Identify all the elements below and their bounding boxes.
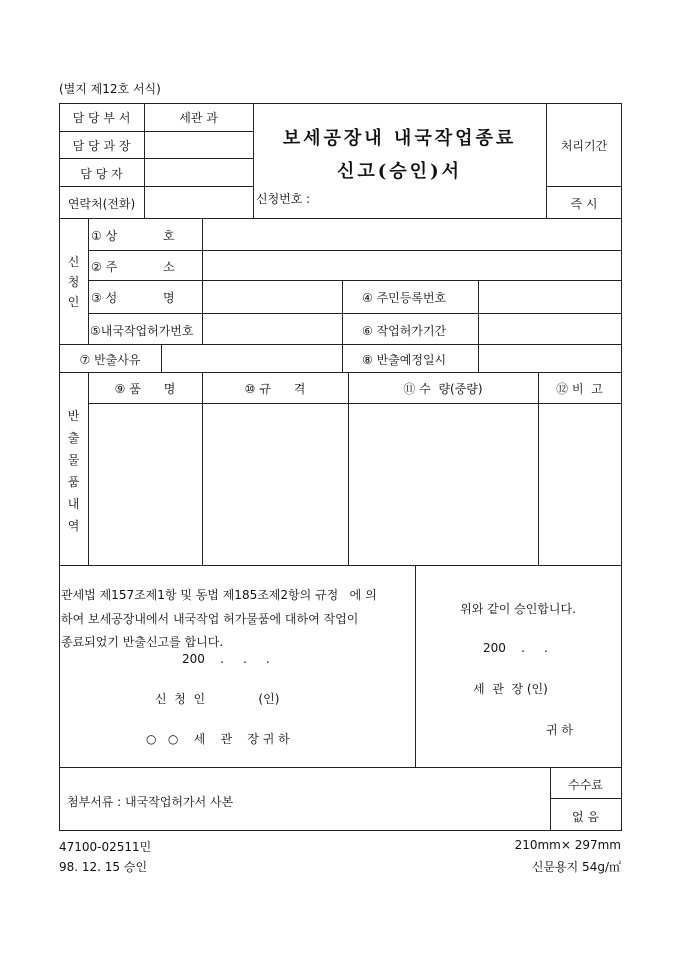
applicant-section-label: 신 청 인	[67, 255, 80, 309]
paper-size: 210mm× 297mm	[514, 838, 621, 852]
table-rule	[59, 218, 622, 219]
table-rule	[621, 103, 622, 831]
table-rule	[59, 344, 622, 345]
paper-type: 신문용지 54g/㎡	[531, 860, 621, 874]
form-code: 47100-02511민	[59, 840, 152, 854]
approval-date: 200 . .	[483, 641, 548, 655]
declaration-line3: 종료되었기 반출신고를 합니다.	[61, 635, 224, 649]
attachment-text: 첨부서류 : 내국작업허가서 사본	[67, 795, 234, 809]
release-schedule-label: ⑧ 반출예정일시	[362, 353, 447, 367]
table-rule	[59, 830, 622, 831]
form-title-line2: 신고(승인)서	[337, 161, 462, 182]
staff-label: 담 당 자	[80, 167, 123, 181]
business-name-label: ① 상 호	[91, 229, 175, 243]
processing-period-value: 즉 시	[570, 197, 598, 211]
applicant-signature: 신 청 인 (인)	[155, 692, 280, 706]
chief-label: 담 당 과 장	[72, 139, 131, 153]
dept-label: 담 당 부 서	[72, 111, 131, 125]
table-rule	[546, 186, 622, 187]
table-rule	[202, 372, 203, 565]
table-rule	[59, 186, 253, 187]
table-rule	[161, 344, 162, 372]
table-rule	[88, 372, 89, 565]
table-rule	[59, 565, 622, 566]
table-rule	[538, 372, 539, 565]
dept-value: 세관 과	[179, 111, 218, 125]
table-rule	[88, 250, 622, 251]
approval-addressee: 귀 하	[546, 723, 573, 737]
col-remarks: ⑫ 비 고	[556, 382, 603, 396]
contact-label: 연락처(전화)	[67, 197, 136, 211]
table-rule	[59, 158, 253, 159]
form-number: (별지 제12호 서식)	[59, 82, 161, 96]
declaration-line2: 하여 보세공장내에서 내국작업 허가물품에 대하여 작업이	[61, 612, 359, 626]
release-reason-label: ⑦ 반출사유	[79, 353, 141, 367]
col-spec: ⑩ 규 격	[244, 382, 306, 396]
work-permit-number-label: ⑤내국작업허가번호	[90, 324, 194, 338]
declaration-addressee: ○ ○ 세 관 장 귀 하	[146, 732, 290, 746]
items-section-label: 반 출 물 품 내 역	[67, 409, 80, 533]
table-rule	[550, 798, 622, 799]
table-rule	[342, 280, 343, 372]
approval-text: 위와 같이 승인합니다.	[460, 602, 576, 616]
table-rule	[88, 403, 622, 404]
fee-label: 수수료	[568, 778, 603, 792]
table-rule	[202, 218, 203, 344]
table-rule	[59, 131, 253, 132]
table-rule	[88, 218, 89, 344]
address-label: ② 주 소	[91, 260, 175, 274]
table-rule	[88, 280, 622, 281]
approval-date-footer: 98. 12. 15 승인	[59, 860, 148, 874]
table-rule	[478, 280, 479, 372]
col-item-name: ⑨ 품 명	[114, 382, 176, 396]
table-rule	[415, 565, 416, 767]
declaration-line1: 관세법 제157조제1항 및 동법 제185조제2항의 규정 에 의	[61, 588, 377, 602]
processing-period-label: 처리기간	[560, 139, 608, 153]
application-number-label: 신청번호 :	[256, 192, 311, 206]
customs-chief-signature: 세 관 장 (인)	[473, 682, 548, 696]
form-title-line1: 보세공장내 내국작업종료	[282, 128, 517, 149]
table-rule	[348, 372, 349, 565]
fee-value: 없 음	[572, 810, 599, 824]
table-rule	[59, 767, 622, 768]
resident-number-label: ④ 주민등록번호	[362, 291, 447, 305]
name-label: ③ 성 명	[91, 291, 175, 305]
table-rule	[88, 313, 622, 314]
declaration-date: 200 . . .	[182, 652, 270, 666]
work-permit-period-label: ⑥ 작업허가기간	[362, 324, 447, 338]
col-quantity: ⑪ 수 량(중량)	[403, 382, 483, 396]
